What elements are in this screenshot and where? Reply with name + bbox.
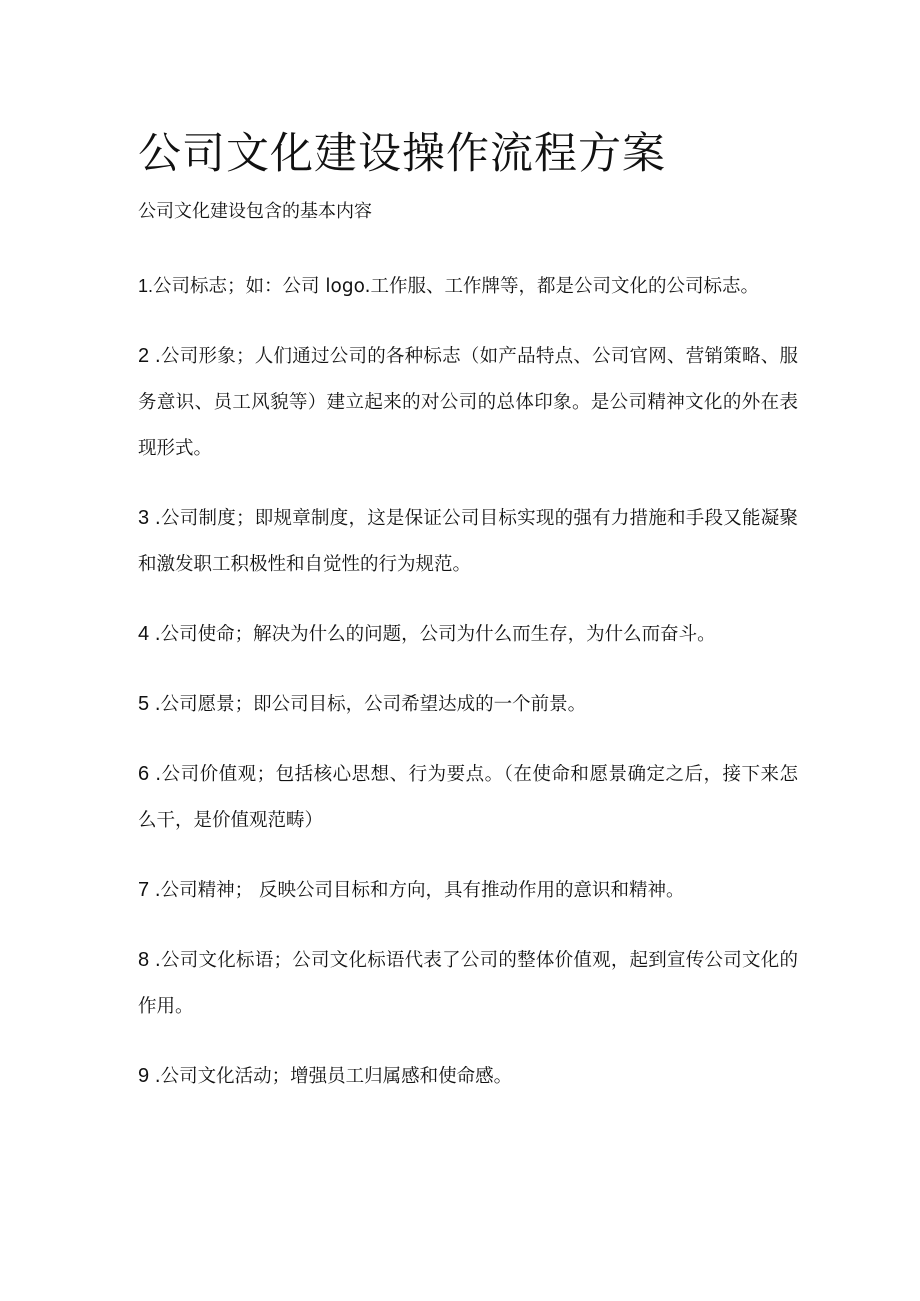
list-item-7 — [138, 867, 798, 914]
item-number: 9 — [138, 1065, 155, 1087]
item-number: 4 — [138, 623, 155, 645]
list-item-2 — [138, 333, 798, 472]
item-text: .公司文化标语；公司文化标语代表了公司的整体价值观，起到宣传公司文化的作用。 — [138, 950, 798, 1017]
item-number: 1. — [138, 276, 154, 296]
list-item-8 — [138, 937, 798, 1030]
document-subtitle: 公司文化建设包含的基本内容 — [138, 201, 372, 222]
item-text: 公司标志；如：公司 logo.工作服、工作牌等，都是公司文化的公司标志。 — [153, 276, 759, 297]
item-number: 7 — [138, 879, 155, 901]
list-item-3 — [138, 495, 798, 588]
item-number: 3 — [138, 507, 155, 529]
list-item-5 — [138, 681, 798, 728]
list-item-9 — [138, 1053, 798, 1100]
item-text: .公司价值观；包括核心思想、行为要点。（在使命和愿景确定之后，接下来怎么干，是价值观范畴） — [138, 764, 798, 831]
item-text: .公司使命；解决为什么的问题，公司为什么而生存，为什么而奋斗。 — [154, 624, 716, 645]
list-item-4 — [138, 611, 798, 658]
item-number: 8 — [138, 949, 155, 971]
content-list — [138, 263, 798, 1123]
item-text: .公司文化活动；增强员工归属感和使命感。 — [154, 1066, 513, 1087]
item-number: 2 — [138, 345, 155, 367]
item-text: .公司形象；人们通过公司的各种标志（如产品特点、公司官网、营销策略、服务意识、员工风貌等）建立起来的对公司的总体印象。是公司精神文化的外在表现形式。 — [138, 346, 798, 459]
item-text: .公司制度；即规章制度，这是保证公司目标实现的强有力措施和手段又能凝聚和激发职工积极性和自觉性的行为规范。 — [138, 508, 798, 575]
item-number: 6 — [138, 763, 156, 785]
item-text: .公司精神； 反映公司目标和方向，具有推动作用的意识和精神。 — [154, 880, 685, 901]
item-text: .公司愿景；即公司目标，公司希望达成的一个前景。 — [154, 694, 587, 715]
item-number: 5 — [138, 693, 155, 715]
document-title: 公司文化建设操作流程方案 — [138, 129, 666, 179]
list-item-6 — [138, 751, 798, 844]
list-item-1 — [138, 263, 798, 310]
